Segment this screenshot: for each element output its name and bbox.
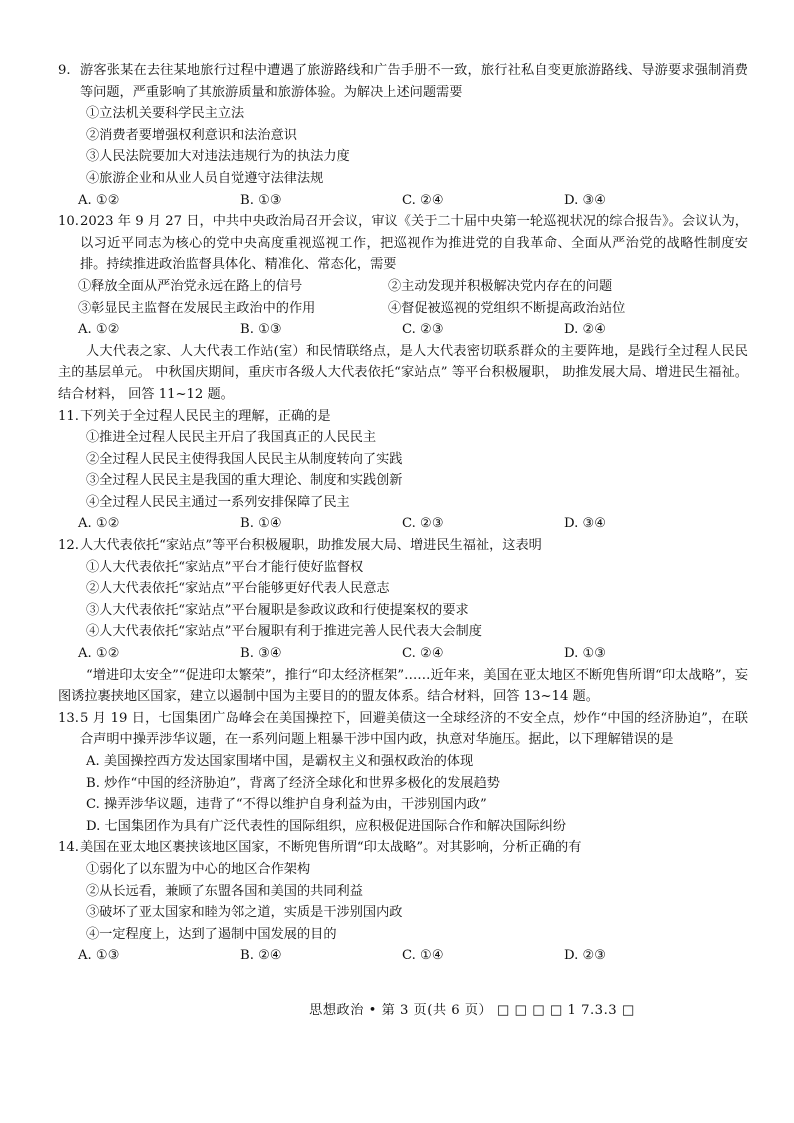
statement-3: ③人大代表依托“家站点”平台履职是参政议政和行使提案权的要求 (86, 602, 469, 618)
page-content (58, 60, 748, 967)
statement-1: ①立法机关要科学民主立法 (86, 106, 245, 122)
question-11 (58, 406, 748, 536)
statement-4: ④督促被巡视的党组织不断提高政治站位 (388, 300, 626, 316)
stem-text: 2023 年 9 月 27 日，中共中央政治局召开会议，审议《关于二十届中央第一轮巡视状况的综合报告》。会议认为，以习近平同志为核心的党中央高度重视巡视工作，把巡视作为推进党的自我革命、全面从严治党的战略性制度安排。持续推进政治监督具体化、精准化、常态化，需要 (80, 214, 748, 273)
choice-d[interactable]: D. ②③ (564, 948, 607, 964)
statement-3: ③彰显民主监督在发展民主政治中的作用 (78, 300, 316, 316)
statement-3: ③人民法院要加大对违法违规行为的执法力度 (86, 149, 350, 165)
question-number: 14. (58, 840, 79, 856)
choice-b[interactable]: B. ③④ (240, 646, 282, 662)
question-13 (58, 708, 748, 838)
question-stem (58, 708, 748, 751)
question-number: 9. (58, 63, 71, 78)
choice-c[interactable]: C. ②④ (402, 192, 444, 208)
statement-3: ③全过程人民民主是我国的重大理论、制度和实践创新 (86, 473, 403, 489)
choice-b[interactable]: B. ①④ (240, 516, 282, 532)
statement-1: ①弱化了以东盟为中心的地区合作架构 (86, 861, 311, 877)
choice-d[interactable]: D. 七国集团作为具有广泛代表性的国际组织，应积极促进国际合作和解决国际纠纷 (86, 818, 567, 834)
choice-a[interactable]: A. ①③ (78, 948, 120, 964)
choice-c[interactable]: C. 操弄涉华议题，违背了“不得以维护自身利益为由，干涉别国内政” (86, 797, 487, 813)
statements-row-2 (58, 298, 748, 320)
statement-2: ②消费者要增强权利意识和法治意识 (86, 127, 297, 143)
question-number: 13. (58, 710, 79, 726)
statement-2: ②全过程人民民主使得我国人民民主从制度转向了实践 (86, 451, 403, 467)
choice-d[interactable]: D. ③④ (564, 516, 607, 532)
material-11-12: 人大代表之家、人大代表工作站(室）和民情联络点，是人大代表密切联系群众的主要阵地，是践行全过程人民民主的基层单元。 中秋国庆期间，重庆市各级人大代表依托“家站点” 等平台积极履职， 助推发展大局、增进民生福祉。结合材料， 回答 11~12 题。 (58, 343, 748, 402)
choice-c[interactable]: C. ②③ (402, 322, 444, 338)
choice-b[interactable]: B. ①③ (240, 322, 282, 338)
question-stem (58, 60, 748, 103)
question-10 (58, 211, 748, 341)
statement-4: ④一定程度上，达到了遏制中国发展的目的 (86, 926, 337, 942)
answer-choices (58, 513, 748, 535)
choice-d[interactable]: D. ①③ (564, 646, 607, 662)
choice-a[interactable]: A. ①② (78, 516, 120, 532)
choice-c[interactable]: C. ②③ (402, 516, 444, 532)
choice-c[interactable]: C. ①④ (402, 948, 444, 964)
choice-b[interactable]: B. ②④ (240, 948, 282, 964)
statement-4: ④全过程人民民主通过一系列安排保障了民主 (86, 494, 350, 510)
choice-a[interactable]: A. 美国操控西方发达国家围堵中国，是霸权主义和强权政治的体现 (86, 754, 474, 769)
question-number: 11. (58, 408, 79, 424)
stem-text: 游客张某在去往某地旅行过程中遭遇了旅游路线和广告手册不一致，旅行社私自变更旅游路线、导游要求强制消费等问题，严重影响了其旅游质量和旅游体验。为解决上述问题需要 (80, 63, 748, 100)
statement-1: ①释放全面从严治党永远在路上的信号 (78, 278, 303, 294)
statement-2: ②人大代表依托“家站点”平台能够更好代表人民意志 (86, 581, 390, 597)
stem-text: 美国在亚太地区裹挟该地区国家，不断兜售所谓“印太战略”。对其影响，分析正确的有 (80, 840, 582, 856)
question-number: 10. (58, 214, 79, 230)
answer-choices (58, 643, 748, 665)
statements-row-1 (58, 276, 748, 298)
stem-text: 人大代表依托“家站点”等平台积极履职，助推发展大局、增进民生福祉，这表明 (80, 538, 542, 554)
stem-text: 下列关于全过程人民民主的理解，正确的是 (80, 408, 331, 424)
statement-2: ②从长远看，兼顾了东盟各国和美国的共同利益 (86, 883, 363, 899)
choice-a[interactable]: A. ①② (78, 646, 120, 662)
answer-choices (58, 945, 748, 967)
choice-d[interactable]: D. ③④ (564, 192, 607, 208)
question-9 (58, 60, 748, 211)
question-stem (58, 406, 748, 428)
statement-2: ②主动发现并积极解决党内存在的问题 (388, 278, 613, 294)
answer-choices (58, 319, 748, 341)
material-13-14: “增进印太安全”“促进印太繁荣”，推行“印太经济框架”……近年来，美国在亚太地区不断兜售所谓“印太战略”，妄图诱拉裹挟地区国家，建立以遏制中国为主要目的的盟友体系。结合材料，回答 13~14 题。 (58, 667, 748, 705)
question-number: 12. (58, 538, 79, 554)
stem-text: 5 月 19 日，七国集团广岛峰会在美国操控下，回避美债这一全球经济的不安全点，炒作“中国的经济胁迫”，在联合声明中操弄涉华议题，在一系列问题上粗暴干涉中国内政，执意对华施压。据此，以下理解错误的是 (80, 710, 748, 748)
statement-1: ①推进全过程人民民主开启了我国真正的人民民主 (86, 430, 377, 446)
choice-a[interactable]: A. ①② (78, 192, 120, 208)
question-stem (58, 535, 748, 557)
page-footer: 思想政治 • 第 3 页(共 6 页） □ □ □ □ 1 7.3.3 □ (309, 1003, 635, 1018)
choice-d[interactable]: D. ②④ (564, 322, 607, 338)
statement-4: ④旅游企业和从业人员自觉遵守法律法规 (86, 170, 324, 186)
question-12 (58, 535, 748, 665)
choice-b[interactable]: B. ①③ (240, 192, 282, 208)
choice-a[interactable]: A. ①② (78, 322, 120, 338)
question-stem (58, 211, 748, 276)
statement-4: ④人大代表依托“家站点”平台履职有利于推进完善人民代表大会制度 (86, 624, 482, 640)
statement-1: ①人大代表依托“家站点”平台才能行使好监督权 (86, 559, 364, 575)
answer-choices (58, 190, 748, 212)
choice-c[interactable]: C. ②④ (402, 646, 444, 662)
question-stem (58, 837, 748, 859)
statement-3: ③破坏了亚太国家和睦为邻之道，实质是干涉别国内政 (86, 905, 403, 921)
choice-b[interactable]: B. 炒作“中国的经济胁迫”，背离了经济全球化和世界多极化的发展趋势 (86, 775, 500, 791)
question-14 (58, 837, 748, 967)
